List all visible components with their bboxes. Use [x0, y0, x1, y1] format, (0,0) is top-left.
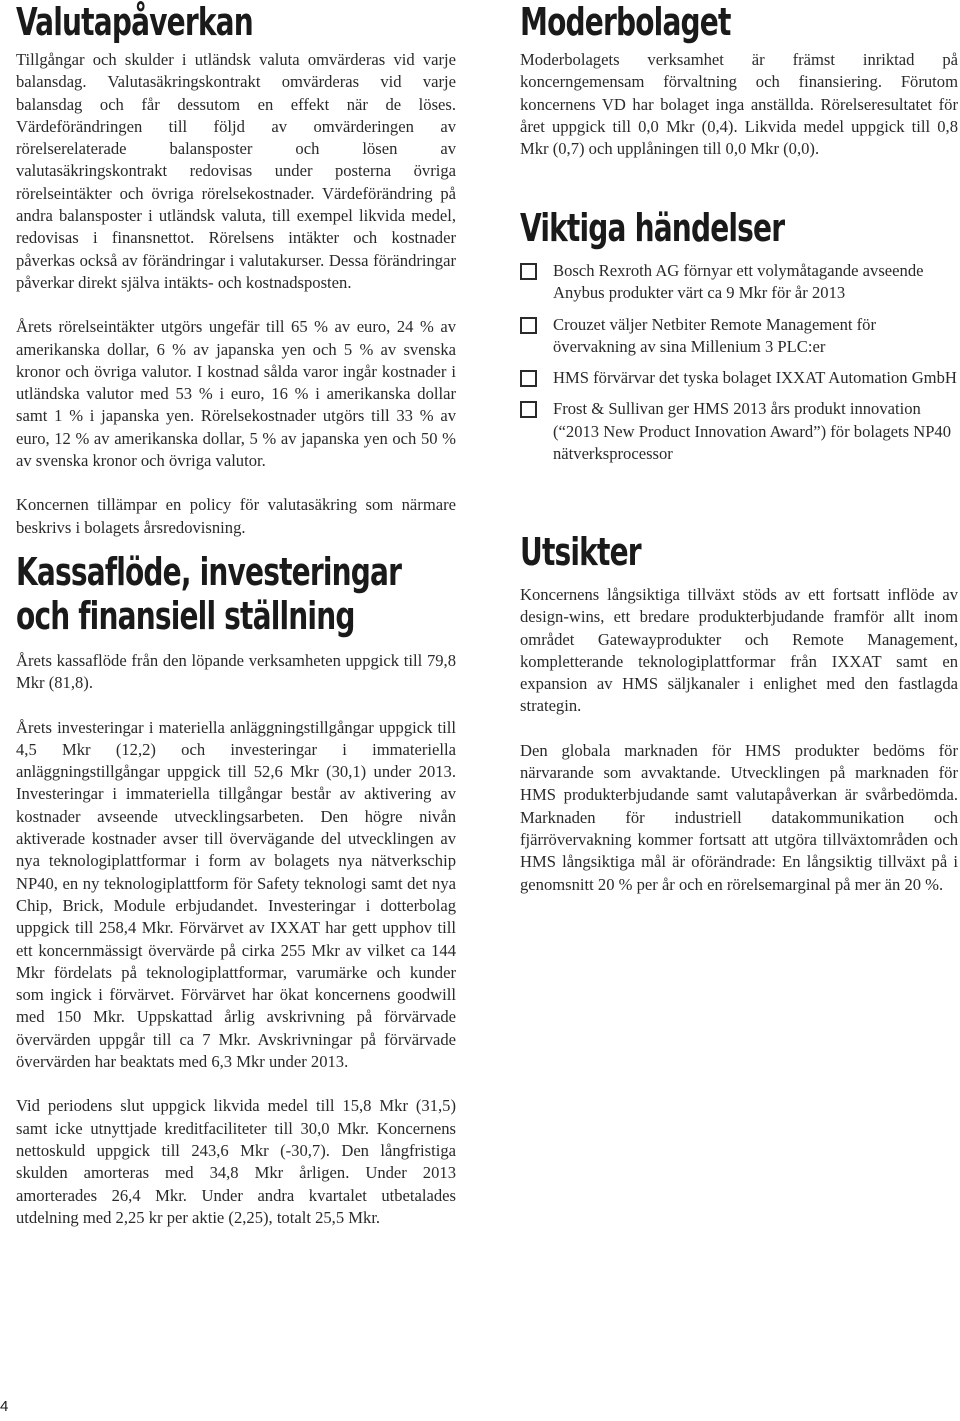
kassa-paragraph-1: Årets kassaflöde från den löpande verksamheten uppgick till 79,8 Mkr (81,8). [16, 651, 456, 693]
heading-kassaflode-line-2: och finansiell ställning [16, 594, 355, 638]
heading-moderbolaget: Moderbolaget [520, 0, 731, 44]
utsikter-paragraph-2: Den globala marknaden för HMS produkter bedöms för närvarande som avvaktande. Utvecklingen på marknaden för HMS produkterbjudande samt valutapåverkan är svårbedömda. Marknaden för industriell datakommunikation och fjärrövervakning kommer fortsatt att utgöra tillväxtområden och HMS långsiktiga mål är oförändrade: En långsiktig tillväxt på i genomsnitt 20 % per år och en rörelsemarginal på mer än 20 %. [520, 740, 958, 894]
kassa-paragraph-3: Vid periodens slut uppgick likvida medel till 15,8 Mkr (31,5) samt icke utnyttjade kreditfaciliteter till 30,0 Mkr. Koncernens nettoskuld uppgick till 243,6 Mkr (-30,7). Den långfristiga skulden amorteras med 34,8 Mkr årligen. Under 2013 amorterades 26,4 Mkr. Under andra kvartalet utbetalades utdelning med 2,25 kr per aktie (2,25), totalt 25,5 Mkr. [16, 1096, 456, 1227]
section-viktiga-handelser [520, 206, 958, 474]
utsikter-paragraph-1: Koncernens långsiktiga tillväxt stöds av ett fortsatt inflöde av design-wins, ett bredare produkterbjudande framför allt inom området Gatewayprodukter och Remote Management, kompletterande teknologiplattformar från IXXAT samt en expansion av HMS säljkanaler i enlighet med den fastlagda strategin. [520, 585, 958, 716]
section-valutapaverkan [16, 0, 456, 539]
checkbox-icon [520, 370, 537, 387]
heading-kassaflode [16, 550, 456, 638]
kassa-paragraph-2: Årets investeringar i materiella anläggningstillgångar uppgick till 4,5 Mkr (12,2) och investeringar i immateriella anläggningstillgångar uppgick till 52,6 Mkr (30,1) under 2013. Investeringar i immateriella tillgångar består av aktivering av kostnader avseende utvecklingsarbeten. Den högre nivån aktiverade kostnader avser till övervägande del utvecklingen av nya teknologiplattformar i form av bolagets nya nätverkschip NP40, en ny teknologiplattform för Safety teknologi samt det nya Chip, Brick, Module erbjudandet. Investeringar i dotterbolag uppgick till 258,4 Mkr. Förvärvet av IXXAT har gett upphov till ett koncernmässigt övervärde på cirka 255 Mkr av vilket ca 144 Mkr fördelats på teknologiplattformar, varumärke och kunder som ingick i förvärvet. Förvärvet har ökat koncernens goodwill med 150 Mkr. Uppskattad årlig avskrivning på förvärvade övervärden uppgår till ca 7 Mkr. Avskrivningar på förvärvade övervärden har beaktats med 6,3 Mkr under 2013. [16, 717, 456, 1072]
list-item [520, 398, 958, 465]
page-number: 4 [0, 1398, 9, 1415]
checkbox-icon [520, 401, 537, 418]
section-utsikter [520, 530, 958, 896]
checkbox-icon [520, 263, 537, 280]
list-item [520, 314, 958, 359]
moder-paragraph-1: Moderbolagets verksamhet är främst inriktad på koncerngemensam förvaltning och finansiering. Förutom koncernens VD har bolaget inga anställda. Rörelseresultatet för året uppgick till 0,0 Mkr (0,4). Likvida medel uppgick till 0,8 Mkr (0,7) och upplåningen till 0,0 Mkr (0,0). [520, 50, 958, 159]
heading-utsikter: Utsikter [520, 530, 641, 574]
section-moderbolaget [520, 0, 958, 160]
valuta-paragraph-3: Koncernen tillämpar en policy för valutasäkring som närmare beskrivs i bolagets årsredovisning. [16, 495, 456, 537]
section-kassaflode [16, 550, 456, 1229]
heading-kassaflode-line-1: Kassaflöde, investeringar [16, 550, 402, 594]
event-text: Bosch Rexroth AG förnyar ett volymåtagande avseende Anybus produkter värt ca 9 Mkr för år 2013 [553, 261, 924, 303]
heading-viktiga-handelser: Viktiga händelser [520, 206, 785, 250]
checkbox-icon [520, 317, 537, 334]
valuta-paragraph-1: Tillgångar och skulder i utländsk valuta omvärderas vid varje balansdag. Valutasäkringskontrakt omvärderas vid varje balansdag och får dessutom en effekt när de löses. Värdeförändringen till följd av omvärderingen av rörelserelaterade balansposter och lösen av valutasäkringskontrakt redovisas under posterna övriga rörelseintäkter och övriga rörelsekostnader. Värdeförändring på andra balansposter i utländsk valuta, till exempel likvida medel, redovisas i finansnettot. Rörelsens intäkter och kostnader påverkas också av förändringar i valutakurser. Dessa förändringar påverkar direkt själva intäkts- och kostnadsposten. [16, 50, 456, 292]
event-text: Crouzet väljer Netbiter Remote Management för övervakning av sina Millenium 3 PLC:er [553, 314, 876, 356]
event-text: HMS förvärvar det tyska bolaget IXXAT Automation GmbH [553, 368, 957, 388]
events-list [520, 260, 958, 465]
event-text: Frost & Sullivan ger HMS 2013 års produkt innovation (“2013 New Product Innovation Award”) för bolagets NP40 nätverksprocessor [553, 399, 952, 464]
list-item [520, 367, 958, 389]
list-item [520, 260, 958, 305]
valuta-paragraph-2: Årets rörelseintäkter utgörs ungefär till 65 % av euro, 24 % av amerikanska dollar, 6 % av japanska yen och 5 % av svenska kronor och övriga valutor. I kostnad sålda varor ingår kostnader i utländska valutor med 53 % i euro, 16 % i amerikanska dollar samt 1 % i japanska yen. Rörelsekostnader utgörs till 33 % av euro, 12 % av amerikanska dollar, 5 % av japanska yen och 50 % av svenska kronor och övriga valutor. [16, 317, 456, 471]
heading-valutapaverkan: Valutapåverkan [16, 0, 253, 44]
